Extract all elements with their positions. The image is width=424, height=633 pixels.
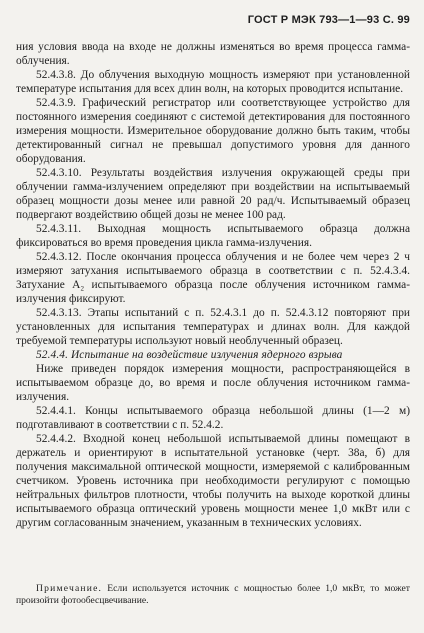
note-label: Примечание. xyxy=(36,583,103,594)
paragraph-52-4-3-10: 52.4.3.10. Результаты воздействия излучения окружающей среды при облучении гамма-излучением определяют при воздействии на испытываемый образец мощности дозы менее или равной 20 рад/ч. Испытываемый образец подвергают воздействию общей дозы не менее 100 рад. xyxy=(16,167,410,221)
paragraph-52-4-3-11: 52.4.3.11. Выходная мощность испытываемого образца должна фиксироваться во время проведения цикла гамма-излучения. xyxy=(16,223,410,249)
paragraph-52-4-3-12: 52.4.3.12. После окончания процесса облучения и не более чем через 2 ч измеряют затухания испытываемого образца в соответствии с п. 52.4.3.4. Затухание A₂ испытываемого образца после облучения источником гамма-излучения фиксируют. xyxy=(16,251,410,305)
paragraph-52-4-4-2: 52.4.4.2. Входной конец небольшой испытываемой длины помещают в держатель и ориентируют в испытательной установке (черт. 38а, б) для получения максимальной оптической мощности, измеряемой с калиброванным счетчиком. Уровень источника при необходимости регулируют с помощью нейтральных фильтров плотности, чтобы получить на выходе короткой длины испытываемого образца оптический уровень мощности менее 1,0 мкВт или с другим согласованным значением, указанным в технических условиях. xyxy=(16,433,410,529)
note-text: Если используется источник с мощностью более 1,0 мкВт, то может произойти фотообесцвечивание. xyxy=(16,583,410,606)
body-text xyxy=(16,40,410,530)
paragraph-intro: Ниже приведен порядок измерения мощности, распространяющейся в испытываемом образце до, во время и после облучения источником гамма-излучения. xyxy=(16,363,410,403)
running-head: ГОСТ Р МЭК 793—1—93 С. 99 xyxy=(247,14,410,26)
paragraph-continuation: ния условия ввода на входе не должны изменяться во время процесса гамма-облучения. xyxy=(16,41,410,67)
paragraph-52-4-3-13: 52.4.3.13. Этапы испытаний с п. 52.4.3.1 до п. 52.4.3.12 повторяют при установленных для испытания температурах и длинах волн. Для каждой требуемой температуры используют новый необлученный образец. xyxy=(16,307,410,347)
paragraph-52-4-3-8: 52.4.3.8. До облучения выходную мощность измеряют при установленной температуре испытания для всех длин волн, на которых проводится испытание. xyxy=(16,69,410,95)
section-heading-52-4-4: 52.4.4. Испытание на воздействие излучения ядерного взрыва xyxy=(36,349,343,361)
footnote xyxy=(16,583,410,607)
paragraph-52-4-3-9: 52.4.3.9. Графический регистратор или соответствующее устройство для постоянного измерения соединяют с системой детектирования для постоянного измерения мощности. Измерительное оборудование должно быть таким, чтобы детектированный сигнал не превышал допустимого уровня для данного оборудования. xyxy=(16,97,410,165)
paragraph-52-4-4-1: 52.4.4.1. Концы испытываемого образца небольшой длины (1—2 м) подготавливают в соответствии с п. 52.4.2. xyxy=(16,405,410,431)
